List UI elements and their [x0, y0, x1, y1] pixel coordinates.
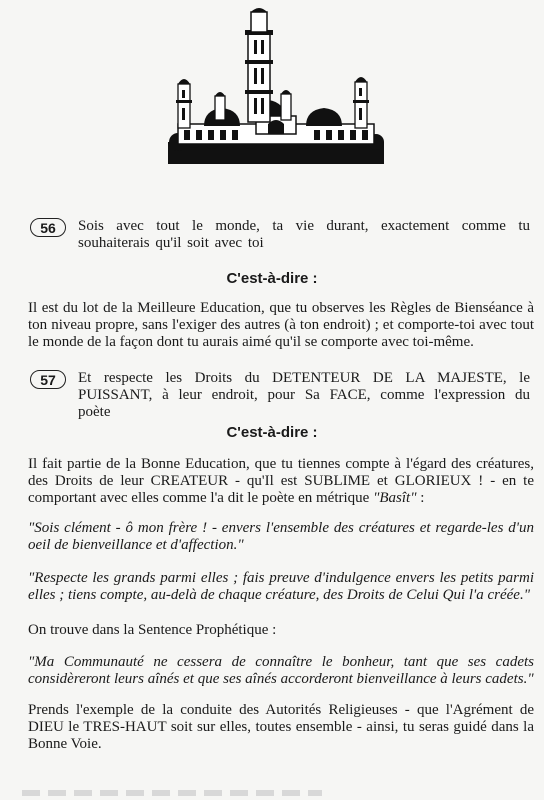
commentary-paragraph: Prends l'exemple de la conduite des Autorités Religieuses - que l'Agrément de DIEU le TRES-HAUT soit sur elles, toutes ensemble - ainsi, tu seras guidé dans la Bonne Voie.: [28, 702, 534, 752]
prophetic-quote: "Ma Communauté ne cessera de connaître le bonheur, tant que ses cadets considèreront leurs aînés et que ses aînés accorderont bienveillance à leurs cadets.": [28, 654, 534, 687]
verse-number-badge: 57: [30, 370, 66, 389]
paragraph-text: Il fait partie de la Bonne Education, que tu tiennes compte à l'égard des créatures, des Droits de leur CREATEUR - qu'Il est SUBLIME et GLORIEUX ! - en te comportant avec elles comme l'a dit le poète en métrique: [28, 456, 534, 506]
commentary-paragraph: [28, 456, 534, 507]
verse-56: [30, 218, 530, 252]
verse-57: [30, 370, 530, 421]
scan-smudge: [22, 790, 322, 796]
mosque-illustration: [168, 4, 384, 168]
commentary-paragraph: Il est du lot de la Meilleure Education, que tu observes les Règles de Bienséance à ton niveau propre, sans l'exiger des autres (à ton endroit) ; et comporte-toi avec tout le monde de la façon dont tu aurais aimé qu'il se comporte avec toi-même.: [28, 300, 534, 350]
poem-quote: "Respecte les grands parmi elles ; fais preuve d'indulgence envers les petits parmi elles ; tiens compte, au-delà de chaque créature, des Droits de Celui Qui l'a créée.": [28, 570, 534, 603]
paragraph-text: :: [416, 490, 425, 506]
meter-name: "Basît": [373, 490, 417, 506]
verse-text: Et respecte les Droits du DETENTEUR DE LA MAJESTE, le PUISSANT, à leur endroit, pour Sa FACE, comme l'expression du poète: [78, 370, 530, 420]
verse-text: Sois avec tout le monde, ta vie durant, exactement comme tu souhaiterais qu'il soit avec toi: [78, 218, 530, 251]
section-subheading: C'est-à-dire :: [226, 270, 318, 287]
poem-quote: "Sois clément - ô mon frère ! - envers l'ensemble des créatures et regarde-les d'un oeil de bienveillance et d'affection.": [28, 520, 534, 553]
commentary-paragraph: On trouve dans la Sentence Prophétique :: [28, 622, 277, 638]
verse-number-badge: 56: [30, 218, 66, 237]
section-subheading: C'est-à-dire :: [226, 424, 318, 441]
